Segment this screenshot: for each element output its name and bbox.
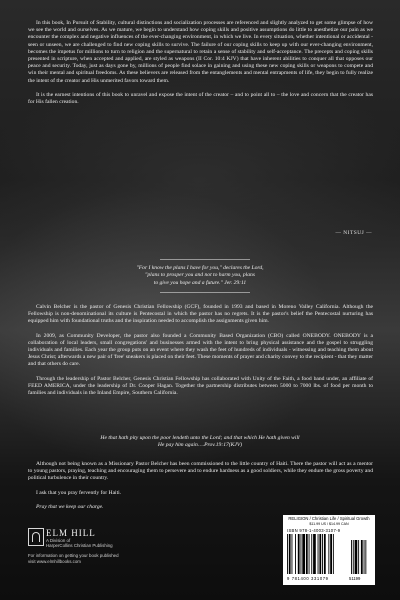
bio-paragraph-2: In 2009, as Community Developer, the pastor also founded a Community Based Organization (CBO) called ONEBODY. ONEBODY is a collaboration of local leaders, small congregations' and businesses armed with the intent to bring physical assistance and the gospel to struggling individuals and families. Each year the group puts on an event where they wash the feet of hundreds of individuals - witnessing and teaching them about Jesus Christ; afterwards a new pair of 'free' sneakers is placed on their feet. These moments of prayer and charity convey to the recipient - that they matter and that others do care. (28, 332, 373, 368)
barcode-icon (287, 534, 371, 574)
publisher-parent: HarperCollins Christian Publishing (46, 543, 113, 548)
bio-paragraph-1: Calvin Belcher is the pastor of Genesis Christian Fellowship (GCF), founded in 1993 and based in Moreno Valley California. Although the Fellowship is non-denominational its culture is Pentecostal in which the pastor has no regrets. It is the pastor's belief the Pentecostal nurturing has equipped him with foundational truths and the inspiration needed to accomplish the assignments given him. (28, 304, 373, 325)
mission-paragraph-1: Although not being known as a Missionary Pastor Belcher has been commissioned to the little country of Haiti. There the pastor will act as a mentor to young pastors, praying, teaching and encouraging them to persevere and to endure hardness as a good soldiers, while they endure the gross poverty and political turbulence in their country. (28, 461, 373, 482)
quote1-line-1: "For I know the plans I have for you," declares the Lord, (136, 265, 264, 271)
publisher-division: A Division of (46, 538, 71, 543)
description-paragraph-1: In this book, In Pursuit of Stability, cultural distinctions and socialization processes are referenced and slightly analyzed to get some glimpse of how we see the world and ourselves. As we mature, we begin to understand how coping skills and positive assumptions do little to anesthetize our pain as we encounter the complex and negative influences of the ever-changing environment, in which we live. In every situation, whether intentional or accidental - seen or unseen, we are challenged to find new coping skills to survive. The failure of our coping skills to keep up with our ever-changing environment, becomes the impetus for millions to turn to religion and the supernatural to retain a sense of stability and self-acceptance. The precepts and coping skills presented in scripture, when accepted and applied, are styled as weapons (II Cor. 10:4 KJV) that have inherent abilities to conquer all that opposes our peace and security. Today, just as days gone by, millions of people find solace in gaining and using these new coping skills or weapons to compete and win their mental and spiritual freedoms. As these believers are released from the entanglements and mental entrapments of life, they begin to fully realize the intent of the creator and His unmerited favors toward them. (28, 20, 373, 84)
elm-hill-logo-icon (28, 528, 44, 546)
mission-paragraph-2: I ask that you pray fervently for Haiti. (36, 489, 122, 496)
barcode-number: 9 781400 331079 (287, 576, 329, 581)
author-signature: — NITSUJ — (335, 230, 372, 236)
isbn-label: ISBN 978-1-4003-3107-9 (287, 528, 341, 533)
quote2-line-1: He that hath pity upon the poor lendeth unto the Lord; and that which He hath given will (100, 435, 300, 441)
barcode-addon: 51199 (349, 576, 361, 581)
scripture-quote-1 (0, 265, 400, 287)
description-paragraph-2: It is the earnest intentions of this book to unravel and expose the intent of the creator – and to point all to – the love and concern that the creator has for His fallen creation. (28, 91, 373, 106)
author-bio-block (28, 304, 373, 404)
bio-paragraph-3: Through the leadership of Pastor Belcher, Genesis Christian Fellowship has collaborated with Unity of the Faith, a food band under, an affiliate of FEED AMERICA, under the leadership of Dr. Cooper Hagan. Together the partnership distributes between 5000 to 7000 lbs. of food per month to families and individuals in the Inland Empire, Southern California. (28, 375, 373, 397)
mission-block (28, 461, 373, 518)
description-block (28, 20, 373, 113)
scripture-quote-2 (0, 435, 400, 450)
quote1-line-2: "plans to prosper you and not to harm you, plans (145, 272, 255, 279)
divider-bottom (160, 292, 250, 293)
publisher-name: ELM HILL (46, 528, 96, 538)
quote1-line-3: to give you hope and a future." Jer. 29:11 (153, 279, 247, 286)
publisher-info-2: visit www.elmhillbooks.com (28, 559, 81, 564)
divider-top (160, 259, 250, 260)
barcode-panel (283, 515, 375, 585)
publisher-info-1: For information on getting your book published (28, 553, 119, 558)
closing-line: Pray that we keep our charge. (36, 503, 104, 510)
book-category: RELIGION / Christian Life / Spiritual Growth (288, 516, 370, 521)
book-price: $11.99 US / $14.99 CAN (309, 522, 349, 526)
quote2-line-2: He pay him again….Prov.19:17(KJV) (157, 442, 243, 449)
